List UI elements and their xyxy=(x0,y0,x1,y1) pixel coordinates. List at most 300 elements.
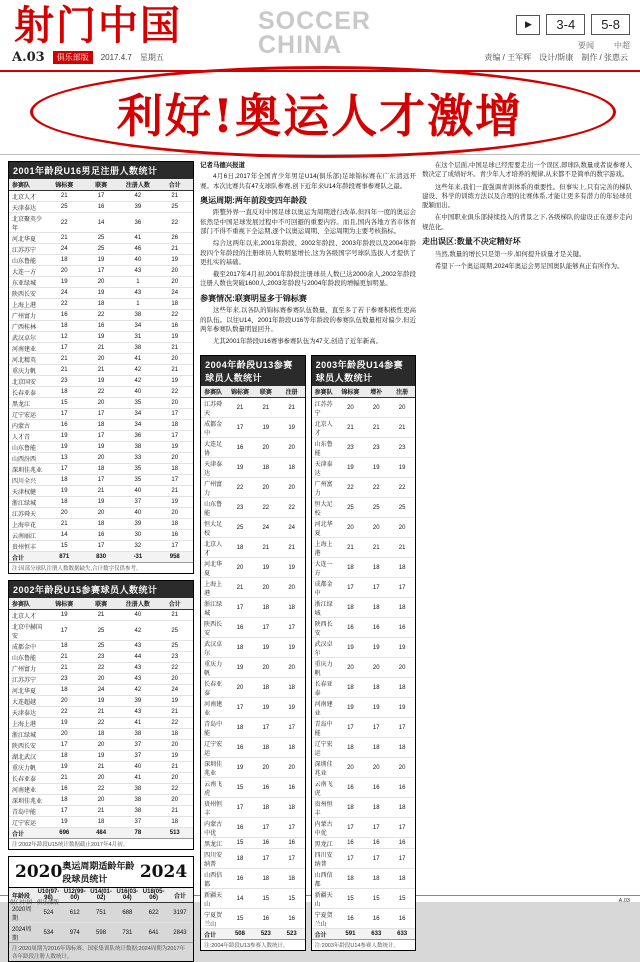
table-header-row xyxy=(312,386,415,398)
table-cell: 19 xyxy=(156,497,193,508)
table-cell: 深圳佳兆业 xyxy=(201,758,227,778)
table-cell: 534 xyxy=(43,929,54,936)
table-title-2001: 2001年龄段U16男足注册人数统计 xyxy=(9,162,193,179)
table-cell: 天津泰达 xyxy=(9,707,46,718)
col-6: 合计 xyxy=(167,888,193,903)
table-total-cell: 508 xyxy=(227,929,253,940)
table-cell: 黑龙江 xyxy=(312,838,338,849)
table-2001 xyxy=(9,179,193,562)
table-cell: 广西桂林 xyxy=(9,321,46,332)
table-cell: 山西信都 xyxy=(312,869,338,889)
table-cell: 河北华夏 xyxy=(9,233,46,244)
table-cell: 长春亚泰 xyxy=(9,387,46,398)
table-module-2003 xyxy=(311,355,416,951)
table-cell: 陕西长安 xyxy=(201,618,227,638)
table-cell: 21 xyxy=(156,191,193,202)
table-cell: 内蒙古 xyxy=(9,420,46,431)
table-cell: 23 xyxy=(156,652,193,663)
table-cell: 江苏苏宁 xyxy=(9,674,46,685)
table-row xyxy=(9,475,193,486)
table-cell: 39 xyxy=(119,519,156,530)
right-para-4: 希望下一个奥运周期,2024年奥运会男足国奥队能够真正有所作为。 xyxy=(434,262,624,270)
table-cell: 21 xyxy=(46,354,83,365)
table-cell: 18 xyxy=(227,638,253,658)
table-cell: 16 xyxy=(337,909,363,929)
table-total-cell: 合计 xyxy=(201,929,227,940)
table-cell: 21 xyxy=(46,233,83,244)
table-cell: 22 xyxy=(279,498,305,518)
page-sub-2: 中超 xyxy=(614,41,630,50)
headline-area xyxy=(0,72,640,155)
table-cell: 44 xyxy=(119,652,156,663)
table-cell: 22 xyxy=(156,387,193,398)
table-cell: 山东鲁能 xyxy=(9,255,46,266)
table-cell: 18 xyxy=(46,685,83,696)
table-cell: 22 xyxy=(156,784,193,795)
section-title-0: 奥运周期:两年前段变四年龄段 xyxy=(200,195,307,205)
table-cell: 24 xyxy=(253,518,279,538)
table-2002 xyxy=(9,598,193,838)
table-cell: 辽宁宏运 xyxy=(201,738,227,758)
table-cell: 17 xyxy=(46,464,83,475)
table-cell: 34 xyxy=(119,409,156,420)
table-cell: 19 xyxy=(337,458,363,478)
table-cell: 20 xyxy=(156,740,193,751)
table-cell: 21 xyxy=(83,707,120,718)
table-total-cell: 871 xyxy=(46,552,83,563)
col-1: 锦标赛 xyxy=(227,386,253,398)
col-0: 参赛队 xyxy=(312,386,338,398)
table-cell: 19 xyxy=(279,638,305,658)
table-row xyxy=(201,718,304,738)
table-cell: 贵州恒丰 xyxy=(9,541,46,552)
table-cell: 25 xyxy=(337,498,363,518)
table-row xyxy=(312,738,415,758)
table-cell: 宁夏贺兰山 xyxy=(312,909,338,929)
table-cell: 18 xyxy=(83,464,120,475)
table-cell: 陕西长安 xyxy=(9,740,46,751)
table-row xyxy=(9,696,193,707)
table-cell: 641 xyxy=(148,929,159,936)
table-cell: 40 xyxy=(119,387,156,398)
table-cell: 20 xyxy=(83,277,120,288)
table-cell: 40 xyxy=(119,762,156,773)
table-cell: 18 xyxy=(83,729,120,740)
table-cell: 18 xyxy=(363,598,389,618)
table-row xyxy=(9,343,193,354)
table-cell: 17 xyxy=(279,618,305,638)
table-row xyxy=(201,578,304,598)
page-navigation[interactable] xyxy=(516,14,630,35)
table-cell: 3197 xyxy=(167,903,193,923)
table-cell: 江苏苏宁 xyxy=(312,398,338,418)
section-0-para-2: 截至2017年4月初,2001年龄段注册球员人数已达2000余人,2002年龄段注册人数也突破1600人,2003年龄段与2004年龄段的增幅更加明显。 xyxy=(200,271,417,288)
table-cell: 大连一方 xyxy=(9,266,46,277)
table-cell: 612 xyxy=(62,903,88,923)
table-module-2001 xyxy=(8,161,194,574)
section-0-para-0: 距整外界一直反对中国足球以奥运为周期进行改革,但四年一度的奥运会依然是中国足球发展过程中不可回避的重要内容。而且,国内各地方省市体育部门不得不重视下全运期,逐个以奥运周期、全运周期为主要考核指标。 xyxy=(200,209,417,235)
table-cell: 19 xyxy=(227,758,253,778)
table-row xyxy=(312,909,415,929)
table-cell: 19 xyxy=(227,458,253,478)
table-cell: 33 xyxy=(119,453,156,464)
table-cell: 19 xyxy=(83,288,120,299)
table-cell: 20 xyxy=(389,518,415,538)
table-cell: 19 xyxy=(46,277,83,288)
table-row xyxy=(201,658,304,678)
table-total-cell: 513 xyxy=(156,828,193,839)
table-row xyxy=(201,498,304,518)
table-cell: 长春亚泰 xyxy=(312,678,338,698)
table-row xyxy=(9,707,193,718)
table-title-2002: 2002年龄段U15参赛球员人数统计 xyxy=(9,581,193,598)
col-2: 增补 xyxy=(363,386,389,398)
table-row xyxy=(9,288,193,299)
table-cell: 16 xyxy=(389,618,415,638)
table-cell: 23 xyxy=(46,376,83,387)
table-cell: 19 xyxy=(83,255,120,266)
table-cell: 18 xyxy=(46,475,83,486)
table-cell: 18 xyxy=(156,299,193,310)
table-cell: 天津权健 xyxy=(9,486,46,497)
table-row xyxy=(201,869,304,889)
table-cell: 19 xyxy=(46,442,83,453)
table-row xyxy=(312,658,415,678)
table-cell: 19 xyxy=(83,376,120,387)
table-cell: 武汉卓尔 xyxy=(312,638,338,658)
table-cell: 2843 xyxy=(173,929,187,936)
table-cell: 20 xyxy=(337,758,363,778)
table-row xyxy=(312,518,415,538)
table-cell: 16 xyxy=(363,909,389,929)
table-cell: 19 xyxy=(46,762,83,773)
table-cell: 25 xyxy=(83,233,120,244)
table-row xyxy=(201,798,304,818)
table-cell: 北京中赫国安 xyxy=(9,621,46,641)
table-cell: 20 xyxy=(83,773,120,784)
table-cell: 18 xyxy=(46,795,83,806)
table-cell: 17 xyxy=(46,409,83,420)
table-cell: 43 xyxy=(119,663,156,674)
table-cell: 17 xyxy=(227,598,253,618)
table-cell: 17 xyxy=(337,578,363,598)
table-cell: 25 xyxy=(156,621,193,641)
page-range-2[interactable]: 5-8 xyxy=(591,14,630,35)
table-row xyxy=(201,778,304,798)
table-cell: 浙江绿城 xyxy=(9,497,46,508)
table-cell: 731 xyxy=(122,929,133,936)
table-cell: 19 xyxy=(156,332,193,343)
table-body-2004 xyxy=(201,398,304,940)
table-cell: 20 xyxy=(156,266,193,277)
table-cell: 19 xyxy=(46,817,83,828)
table-row xyxy=(9,244,193,255)
play-icon[interactable]: ▶ xyxy=(516,15,540,35)
table-cell: 重庆力帆 xyxy=(9,762,46,773)
table-cell: 北京人才 xyxy=(201,538,227,558)
table-module-2002 xyxy=(8,580,194,850)
table-cell: 22 xyxy=(83,387,120,398)
table-cell: 25 xyxy=(156,202,193,213)
table-cell: 16 xyxy=(389,778,415,798)
page-code: A.03 xyxy=(12,49,45,65)
table-cell: 18 xyxy=(279,869,305,889)
table-cell: 42 xyxy=(119,376,156,387)
table-cell: 长春亚泰 xyxy=(201,678,227,698)
page-range-1[interactable]: 3-4 xyxy=(546,14,585,35)
table-cell: 18 xyxy=(227,718,253,738)
table-cell: 16 xyxy=(253,838,279,849)
table-cell: 20 xyxy=(337,658,363,678)
table-cell: 21 xyxy=(156,486,193,497)
table-cell: 21 xyxy=(156,762,193,773)
table-cell: 广州富力 xyxy=(9,310,46,321)
table-cell: 天津泰达 xyxy=(201,458,227,478)
col-2: 联赛 xyxy=(83,598,120,610)
table-body-year xyxy=(9,903,193,943)
table-cell: 17 xyxy=(279,718,305,738)
table-cell: 人才青 xyxy=(9,431,46,442)
table-cell: 18 xyxy=(156,729,193,740)
table-cell: 武汉卓尔 xyxy=(9,332,46,343)
table-cell: 40 xyxy=(119,610,156,621)
table-cell: 36 xyxy=(119,431,156,442)
table-cell: 16 xyxy=(227,869,253,889)
table-cell: 16 xyxy=(46,310,83,321)
table-cell: 24 xyxy=(279,518,305,538)
table-cell: 43 xyxy=(119,288,156,299)
table-cell: 19 xyxy=(156,442,193,453)
table-total-cell: 633 xyxy=(389,929,415,940)
table-cell: 河南建业 xyxy=(201,698,227,718)
table-row xyxy=(9,610,193,621)
col-0: 参赛队 xyxy=(201,386,227,398)
table-cell: 21 xyxy=(46,773,83,784)
table-cell: 15 xyxy=(227,909,253,929)
table-cell: 20 xyxy=(279,658,305,678)
table-cell: 40 xyxy=(119,508,156,519)
table-cell: 浙江绿城 xyxy=(312,598,338,618)
table-cell: 15 xyxy=(227,778,253,798)
table-cell: 22 xyxy=(156,718,193,729)
table-total-cell: 合计 xyxy=(9,828,46,839)
section-tag: 俱乐部版 xyxy=(53,51,93,64)
table-cell: 21 xyxy=(83,762,120,773)
table-row xyxy=(201,458,304,478)
table-cell: 17 xyxy=(83,431,120,442)
col-4: 合计 xyxy=(156,598,193,610)
table-cell: 42 xyxy=(119,191,156,202)
table-cell: 37 xyxy=(119,740,156,751)
table-cell: 39 xyxy=(119,202,156,213)
year-end: 2024 xyxy=(139,862,188,882)
table-cell: 22 xyxy=(83,310,120,321)
table-cell: 20 xyxy=(156,277,193,288)
table-header-row xyxy=(201,386,304,398)
table-cell: 上海申花 xyxy=(9,519,46,530)
table-cell: 24 xyxy=(83,685,120,696)
table-cell: 42 xyxy=(119,685,156,696)
table-cell: 20 xyxy=(227,678,253,698)
table-cell: 山西汾西 xyxy=(9,453,46,464)
table-row xyxy=(312,818,415,838)
table-cell: 524 xyxy=(35,903,61,923)
table-row xyxy=(9,464,193,475)
table-row xyxy=(312,869,415,889)
table-cell: 19 xyxy=(363,638,389,658)
table-cell: 688 xyxy=(114,903,140,923)
table-cell: 18 xyxy=(227,849,253,869)
table-row xyxy=(312,718,415,738)
table-cell: 17 xyxy=(253,618,279,638)
col-0: 年龄段 xyxy=(9,888,35,903)
table-cell: 19 xyxy=(279,698,305,718)
table-cell: 20 xyxy=(83,398,120,409)
table-cell: 云南飞虎 xyxy=(312,778,338,798)
table-cell: 34 xyxy=(119,420,156,431)
col-4: 合计 xyxy=(156,179,193,191)
table-row xyxy=(201,678,304,698)
table-cell: 24 xyxy=(46,244,83,255)
table-header-row xyxy=(9,179,193,191)
table-cell: 14 xyxy=(227,889,253,909)
col-0: 参赛队 xyxy=(9,598,46,610)
table-cell: 21 xyxy=(83,806,120,817)
table-cell: 18 xyxy=(46,751,83,762)
col-2: 联赛 xyxy=(83,179,120,191)
table-cell: 河北华夏 xyxy=(201,558,227,578)
table-cell: 2024周期 xyxy=(12,926,32,942)
table-cell: 山东鲁能 xyxy=(9,652,46,663)
table-cell: 17 xyxy=(389,578,415,598)
table-cell: 37 xyxy=(119,751,156,762)
table-cell: 山西信都 xyxy=(201,869,227,889)
table-cell: 43 xyxy=(119,641,156,652)
table-cell: 18 xyxy=(253,738,279,758)
table-cell: 上海上港 xyxy=(201,578,227,598)
table-cell: 23 xyxy=(227,498,253,518)
table-row xyxy=(312,889,415,909)
table-year-module xyxy=(9,888,193,942)
col-0: 参赛队 xyxy=(9,179,46,191)
table-row xyxy=(312,458,415,478)
table-cell: 18 xyxy=(279,598,305,618)
table-cell: 20 xyxy=(337,518,363,538)
table-cell: 751 xyxy=(88,903,114,923)
table-cell: 17 xyxy=(279,849,305,869)
table-row xyxy=(9,255,193,266)
table-cell: 46 xyxy=(119,244,156,255)
table-cell: 大连一方 xyxy=(312,558,338,578)
table-cell: 16 xyxy=(46,420,83,431)
table-cell: 15 xyxy=(253,889,279,909)
table-row xyxy=(312,798,415,818)
table-cell: 20 xyxy=(279,758,305,778)
table-row xyxy=(9,773,193,784)
table-cell: 20 xyxy=(279,478,305,498)
table-cell: 18 xyxy=(46,387,83,398)
table-cell: 21 xyxy=(279,538,305,558)
table-cell: 21 xyxy=(389,418,415,438)
table-row xyxy=(9,508,193,519)
table-cell: 17 xyxy=(83,475,120,486)
table-cell: 20 xyxy=(363,518,389,538)
byline: 记者马德兴报道 xyxy=(200,162,245,169)
table-cell: 18 xyxy=(279,458,305,478)
table-cell: 17 xyxy=(156,541,193,552)
table-cell: 20 xyxy=(363,758,389,778)
table-cell: 20 xyxy=(253,578,279,598)
table-cell: 16 xyxy=(389,838,415,849)
table-cell: 16 xyxy=(337,778,363,798)
table-cell: 19 xyxy=(46,431,83,442)
table-cell: 43 xyxy=(119,266,156,277)
table-row xyxy=(9,277,193,288)
table-cell: 19 xyxy=(156,751,193,762)
table-body-2003 xyxy=(312,398,415,940)
table-cell: 16 xyxy=(83,202,120,213)
table-cell: 20 xyxy=(46,508,83,519)
table-cell: 16 xyxy=(156,530,193,541)
table-cell: 成都金中 xyxy=(312,578,338,598)
table-row xyxy=(201,909,304,929)
table-cell: 16 xyxy=(337,618,363,638)
table-cell: 18 xyxy=(227,538,253,558)
col-2: U12(99-00) xyxy=(62,888,88,903)
table-row xyxy=(9,641,193,652)
table-row xyxy=(312,678,415,698)
table-row xyxy=(9,233,193,244)
table-row xyxy=(9,213,193,233)
table-cell: 25 xyxy=(156,641,193,652)
table-note-2001: 注:因部分球队注册人数数据缺失,合计数字仅供参考。 xyxy=(9,562,193,573)
table-row xyxy=(9,365,193,376)
table-cell: 18 xyxy=(337,558,363,578)
table-row xyxy=(9,652,193,663)
table-body-2001 xyxy=(9,191,193,563)
table-cell: 26 xyxy=(156,233,193,244)
table-cell: 深圳佳兆业 xyxy=(9,464,46,475)
year-start: 2020 xyxy=(15,862,63,882)
table-cell: 16 xyxy=(253,778,279,798)
table-cell: 38 xyxy=(119,729,156,740)
table-cell: 17 xyxy=(156,409,193,420)
table-row xyxy=(201,818,304,838)
table-cell: 长春亚泰 xyxy=(9,773,46,784)
table-cell: 17 xyxy=(83,266,120,277)
table-cell: 17 xyxy=(46,343,83,354)
table-cell: 16 xyxy=(227,618,253,638)
table-cell: 陕西长安 xyxy=(312,618,338,638)
table-cell: 北京聚英少年 xyxy=(9,213,46,233)
page-title: 利好!奥运人才激增 xyxy=(116,89,524,143)
table-cell: 18 xyxy=(389,678,415,698)
table-cell: 17 xyxy=(83,191,120,202)
table-cell: 21 xyxy=(46,652,83,663)
table-2004 xyxy=(201,386,304,939)
table-row xyxy=(201,418,304,438)
design-credit: 设计/斯康 xyxy=(539,52,574,62)
table-cell: 41 xyxy=(119,773,156,784)
table-cell: 18 xyxy=(337,738,363,758)
table-cell: 23 xyxy=(83,652,120,663)
table-row xyxy=(9,762,193,773)
table-cell: 21 xyxy=(253,538,279,558)
table-cell: 20 xyxy=(279,438,305,458)
table-row xyxy=(201,518,304,538)
table-cell: 新疆天山 xyxy=(201,889,227,909)
right-para-1: 这些年来,我们一直强调青训体系的重要性。但事实上,只有完善的梯队建设、科学的训练方法以及合理的比赛体系,才能让更多有潜力的年轻球员脱颖而出。 xyxy=(422,183,632,210)
